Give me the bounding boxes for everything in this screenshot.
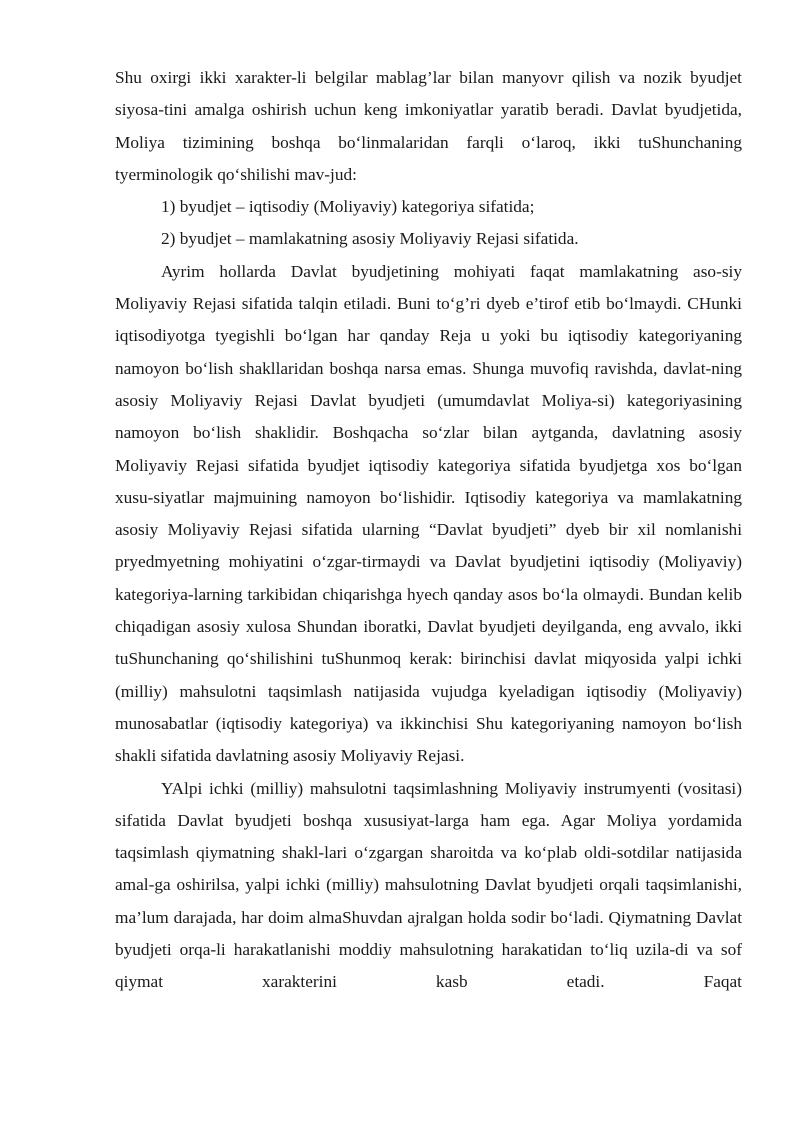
paragraph-list-item-1: 1) byudjet – iqtisodiy (Moliyaviy) kategoriya sifatida; <box>161 197 535 217</box>
paragraph-1: Shu oxirgi ikki xarakter-li belgilar mablag’lar bilan manyovr qilish va nozik byudjet siyosa-tini amalga oshirish uchun keng imkoniyatlar yaratib beradi. Davlat byudjetida, Moliya tizimining boshqa bo‘linmalaridan farqli o‘laroq, ikki tuShunchaning tyerminologik qo‘shilishi mav-jud: <box>115 68 742 184</box>
document-page <box>115 62 742 999</box>
paragraph-2: Ayrim hollarda Davlat byudjetining mohiyati faqat mamlakatning aso-siy Moliyaviy Rejasi sifatida talqin etiladi. Buni to‘g’ri dyeb e’tirof etib bo‘lmaydi. CHunki iqtisodiyotga tyegishli bo‘lgan har qanday Reja u yoki bu iqtisodiy kategoriyaning namoyon bo‘lish shakllaridan boshqa narsa emas. Shunga muvofiq ravishda, davlat-ning asosiy Moliyaviy Rejasi Davlat byudjeti (umumdavlat Moliya-si) kategoriyasining namoyon bo‘lish shaklidir. Boshqacha so‘zlar bilan aytganda, davlatning asosiy Moliyaviy Rejasi sifatida byudjet iqtisodiy kategoriya sifatida byudjetga xos bo‘lgan xusu-siyatlar majmuining namoyon bo‘lishidir. Iqtisodiy kategoriya va mamlakatning asosiy Moliyaviy Rejasi sifatida ularning “Davlat byudjeti” dyeb bir xil nomlanishi pryedmyetning mohiyatini o‘zgar-tirmaydi va Davlat byudjetini iqtisodiy (Moliyaviy) kategoriya-larning tarkibidan chiqarishga hyech qanday asos bo‘la olmaydi. Bundan kelib chiqadigan asosiy xulosa Shundan iboratki, Davlat byudjeti deyilganda, eng avvalo, ikki tuShunchaning qo‘shilishini tuShunmoq kerak: birinchisi davlat miqyosida yalpi ichki (milliy) mahsulotni taqsimlash natijasida vujudga kyeladigan iqtisodiy (Moliyaviy) munosabatlar (iqtisodiy kategoriya) va ikkinchisi Shu kategoriyaning namoyon bo‘lish shakli sifatida davlatning asosiy Moliyaviy Rejasi. <box>115 261 742 766</box>
paragraph-list-item-2: 2) byudjet – mamlakatning asosiy Moliyaviy Rejasi sifatida. <box>161 229 579 249</box>
paragraph-3: YAlpi ichki (milliy) mahsulotni taqsimlashning Moliyaviy instrumyenti (vositasi) sifatida Davlat byudjeti boshqa xususiyat-larga ham ega. Agar Moliya yordamida taqsimlash qiymatning shakl-lari o‘zgargan sharoitda va ko‘plab oldi-sotdilar natijasida amal-ga oshirilsa, yalpi ichki (milliy) mahsulotning Davlat byudjeti orqali taqsimlanishi, ma’lum darajada, har doim almaShuvdan ajralgan holda sodir bo‘ladi. Qiymatning Davlat byudjeti orqa-li harakatlanishi moddiy mahsulotning harakatidan to‘liq uzila-di va sof qiymat xarakterini kasb etadi. Faqat <box>115 778 742 992</box>
